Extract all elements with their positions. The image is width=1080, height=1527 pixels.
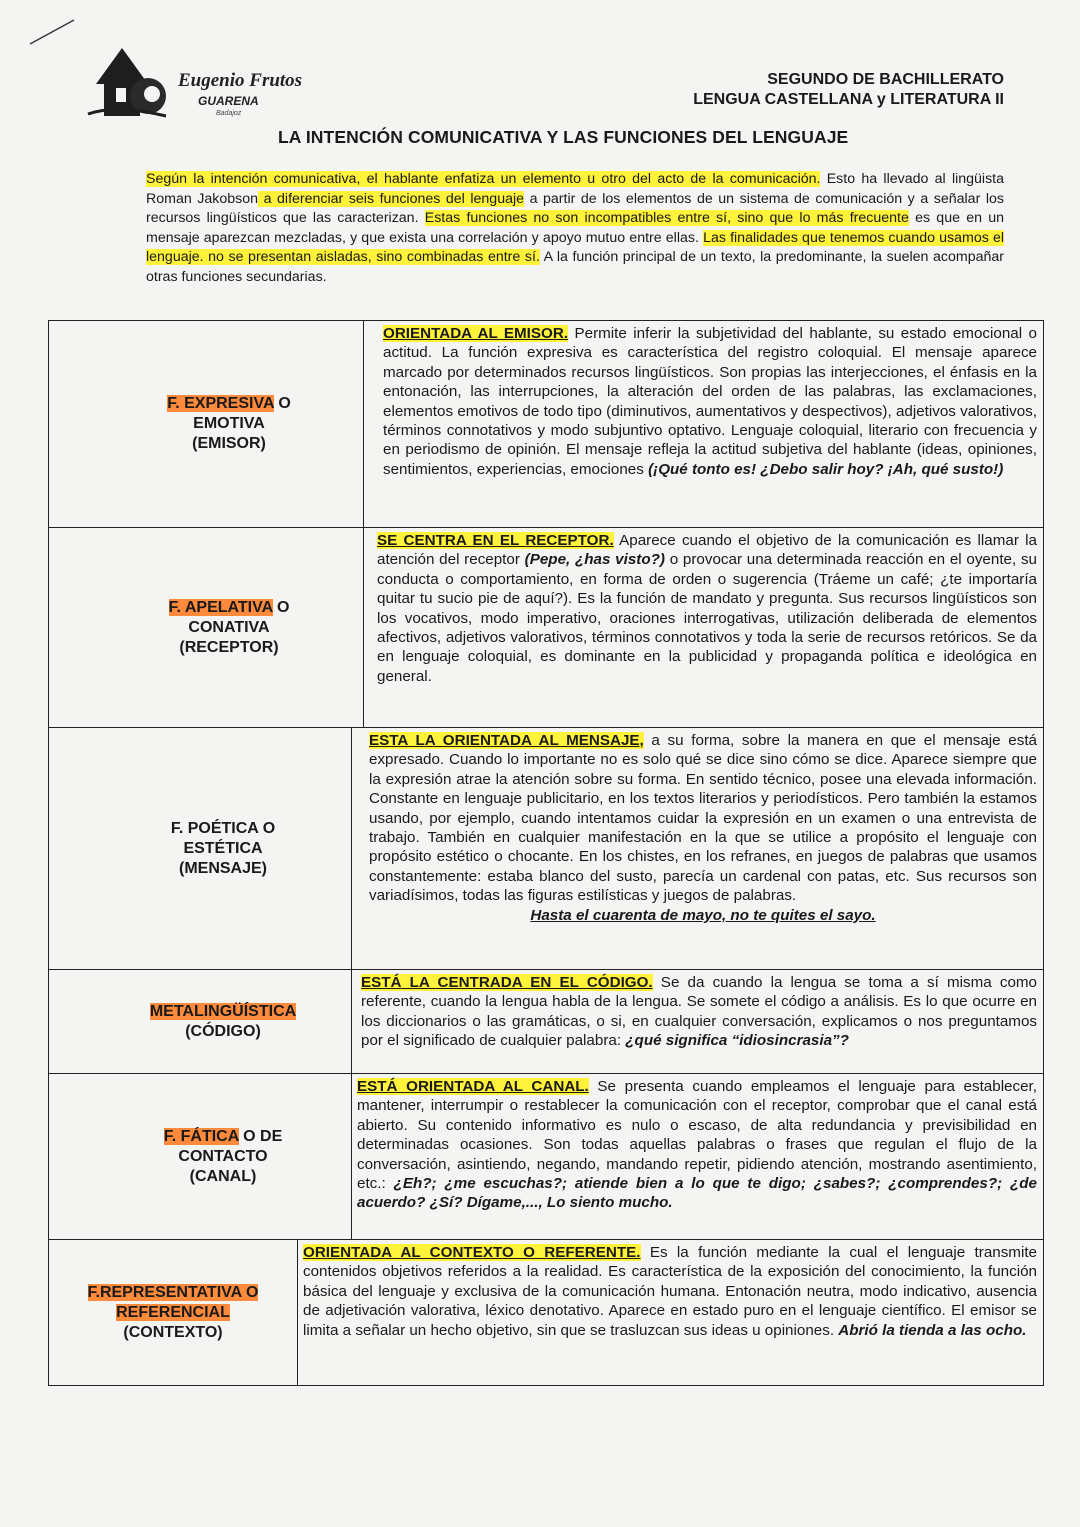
function-name-line2: CONTACTO bbox=[178, 1148, 268, 1165]
function-name-rest: O bbox=[272, 599, 290, 616]
function-description-cell bbox=[351, 728, 1043, 970]
function-name-highlight: METALINGÜÍSTICA bbox=[149, 1003, 297, 1020]
school-town: GUARENA bbox=[198, 94, 259, 108]
function-name-cell bbox=[95, 970, 352, 1074]
function-name-line2: ESTÉTICA bbox=[183, 840, 263, 857]
function-name-cell bbox=[49, 1240, 298, 1386]
function-name-cell bbox=[95, 728, 352, 970]
function-description-cell bbox=[351, 1074, 1043, 1240]
function-body: a su forma, sobre la manera en que el mensaje está expresado. Cuando lo importante no es solo qué se dice sino cómo se dice. Aparece siempre que la expresión atrae la atención sobre su forma. En sentido técnico, posee una elevada información. Constante en lenguaje publicitario, en los textos literarios y periodísticos. Pero también la estamos usando, por ejemplo, cuando intentamos cuidar la expresión en un examen o una entrevista de trabajo. También en cualquier manifestación en la que se utilice a propósito el lenguaje con propósito estético o chocante. En los chistes, en los refranes, en juegos de palabras que usamos constantemente: estaba blanco del susto, parecía un cardenal con patas, etc. Sus recursos son variadísimos, todas las figuras estilísticas y juegos de palabras. bbox=[369, 732, 1037, 905]
function-element: (CÓDIGO) bbox=[185, 1023, 261, 1040]
function-element: (MENSAJE) bbox=[178, 860, 267, 877]
intro-text-1: Esto ha llevado al lingüista Roman Jakobson bbox=[146, 171, 1004, 207]
function-description-cell bbox=[297, 1240, 1043, 1386]
course-level: SEGUNDO DE BACHILLERATO bbox=[767, 71, 1004, 88]
school-logo-icon bbox=[86, 44, 178, 126]
function-example: (Pepe, ¿has visto?) bbox=[524, 551, 665, 569]
document-title: LA INTENCIÓN COMUNICATIVA Y LAS FUNCIONES DEL LENGUAJE bbox=[278, 127, 849, 147]
function-lead: ESTÁ LA CENTRADA EN EL CÓDIGO. bbox=[361, 974, 653, 991]
intro-highlight-1: Según la intención comunicativa, el hablante enfatiza un elemento u otro del acto de la comunicación. bbox=[146, 171, 821, 187]
school-province: Badajoz bbox=[216, 110, 242, 117]
intro-text-3: es que en un mensaje aparezcan mezcladas, y que exista una correlación y apoyo mutuo entre ellas. bbox=[146, 210, 1004, 246]
intro-text-4: A la función principal de un texto, la predominante, la suelen acompañar otras funciones secundarias. bbox=[146, 249, 1004, 285]
function-lead: ESTA LA ORIENTADA AL MENSAJE, bbox=[369, 732, 644, 749]
function-example: Hasta el cuarenta de mayo, no te quites el sayo. bbox=[530, 906, 876, 924]
function-name-rest: O bbox=[273, 395, 291, 412]
function-element: (RECEPTOR) bbox=[179, 639, 279, 656]
table-margin bbox=[49, 321, 95, 527]
function-element: (CANAL) bbox=[189, 1168, 257, 1185]
table-row bbox=[49, 527, 1043, 728]
pen-mark bbox=[28, 18, 78, 48]
function-lead: ORIENTADA AL EMISOR. bbox=[383, 325, 569, 342]
function-name-rest: F. POÉTICA O bbox=[170, 820, 276, 837]
function-name-line2: CONATIVA bbox=[188, 619, 270, 636]
function-example: ¿Eh?; ¿me escuchas?; atiende bien a lo que te digo; ¿sabes?; ¿comprendes?; ¿de acuerdo? ¿Sí? Dígame,..., Lo siento mucho. bbox=[357, 1175, 1037, 1212]
function-name-highlight: F.REPRESENTATIVA O bbox=[87, 1284, 259, 1301]
function-lead: SE CENTRA EN EL RECEPTOR. bbox=[377, 532, 614, 549]
function-name-line2: EMOTIVA bbox=[193, 415, 265, 432]
function-description-cell bbox=[363, 321, 1043, 527]
function-body: Aparece cuando el objetivo de la comunicación es llamar la atención del receptor bbox=[377, 532, 1037, 569]
intro-text-2: a partir de los elementos de un sistema de comunicación y a señalar los recursos lingüísticos que las caracterizan. bbox=[146, 190, 1004, 227]
function-body: Se presenta cuando empleamos el lenguaje para establecer, mantener, interrumpir o restablecer la comunicación con el receptor, comprobar que el canal está abierto. Su contenido informativo es nulo o escaso, de alta redundancia y previsibilidad en determinadas ocasiones. Son todas aquellas palabras o frases que regulan el flujo de la conversación, asintiendo, negando, mandando repetir, pidiendo atención, mostrando asentimiento, etc.: bbox=[357, 1078, 1037, 1193]
intro-paragraph bbox=[146, 170, 1004, 288]
function-example: Abrió la tienda a las ocho. bbox=[838, 1321, 1027, 1339]
function-name-rest: O DE bbox=[238, 1128, 283, 1145]
school-logo bbox=[86, 44, 346, 124]
course-subject: LENGUA CASTELLANA y LITERATURA II bbox=[693, 91, 1004, 108]
school-name: Eugenio Frutos bbox=[178, 70, 303, 91]
intro-highlight-4: Las finalidades que tenemos cuando usamos el lenguaje. no se presentan aisladas, sino combinadas entre sí. bbox=[146, 229, 1004, 266]
function-name-line2: REFERENCIAL bbox=[116, 1304, 230, 1321]
intro-highlight-2: a diferenciar seis funciones del lenguaje bbox=[258, 190, 525, 207]
function-name-cell bbox=[95, 528, 364, 728]
function-name-cell bbox=[95, 1074, 352, 1240]
function-body: Permite inferir la subjetividad del hablante, su estado emocional o actitud. La función expresiva es característica del registro coloquial. El mensaje aparece marcado por determinados recursos lingüísticos. Son propias las interjecciones, el énfasis en la entonación, las interrupciones, la alteración del orden de las palabras, las exclamaciones, elementos emotivos de todo tipo (diminutivos, aumentativos y despectivos), adjetivos valorativos, términos connotativos y modo subjuntivo optativo. Lenguaje coloquial, literario con frecuencia y en periodismo de opinión. El mensaje refleja la actitud subjetiva del hablante (ideas, opiniones, sentimientos, experiencias, emociones bbox=[383, 325, 1037, 478]
function-name-highlight: F. EXPRESIVA bbox=[167, 395, 274, 412]
function-body: Es la función mediante la cual el lenguaje transmite contenidos objetivos referidos a la realidad. Es característica de la exposición del conocimiento, la función básica del lenguaje y exclusiva de la comunicación humana. Entonación neutra, modo indicativo, ausencia de adjetivación valorativa, léxico denotativo. Aparece en estado puro en el lenguaje científico. El emisor se limita a señalar un hecho objetivo, sin que se trasluzcan sus ideas u opiniones. bbox=[303, 1244, 1037, 1339]
table-row bbox=[49, 969, 1043, 1074]
function-body: Se da cuando la lengua se toma a sí misma como referente, cuando la lengua habla de la lengua. Se somete el código a análisis. Es lo que ocurre en los diccionarios o las gramáticas, o si, en cualquier conversación, explicamos o nos preguntamos por el significado de cualquier palabra: bbox=[361, 974, 1037, 1050]
function-element: (CONTEXTO) bbox=[123, 1324, 223, 1341]
table-row bbox=[49, 1073, 1043, 1240]
function-element: (EMISOR) bbox=[192, 435, 266, 452]
function-name-cell bbox=[95, 321, 364, 527]
function-description-cell bbox=[351, 970, 1043, 1074]
function-name-highlight: F. FÁTICA bbox=[163, 1128, 239, 1145]
intro-highlight-3: Estas funciones no son incompatibles entre sí, sino que lo más frecuente bbox=[424, 210, 909, 227]
function-lead: ESTÁ ORIENTADA AL CANAL. bbox=[357, 1078, 589, 1095]
table-row bbox=[49, 727, 1043, 970]
function-description-cell bbox=[363, 528, 1043, 728]
function-example: ¿qué significa “idiosincrasia”? bbox=[625, 1032, 849, 1050]
function-tail: o provocar una determinada reacción en el oyente, su conducta o comportamiento, en forma de orden o sugerencia (Tráeme un café; ¿te importaría quitar tu sucio pie de aquí?). Es la función de mandato y pregunta. Sus recursos lingüísticos son los vocativos, modo imperativo, oraciones interrogativas, utilización deliberada de elementos afectivos, adjetivos valorativos, términos connotativos y toda la serie de recursos retóricos. Se da en lenguaje coloquial, es dominante en la publicidad y propaganda política e ideológica en general. bbox=[377, 551, 1037, 685]
table-row bbox=[49, 1239, 1043, 1386]
table-row bbox=[49, 321, 1043, 527]
function-lead: ORIENTADA AL CONTEXTO O REFERENTE. bbox=[303, 1244, 641, 1261]
course-heading bbox=[693, 70, 1004, 110]
function-name-highlight: F. APELATIVA bbox=[168, 599, 273, 616]
functions-table bbox=[48, 320, 1044, 1386]
function-example: (¡Qué tonto es! ¿Debo salir hoy? ¡Ah, qué susto!) bbox=[648, 460, 1004, 478]
